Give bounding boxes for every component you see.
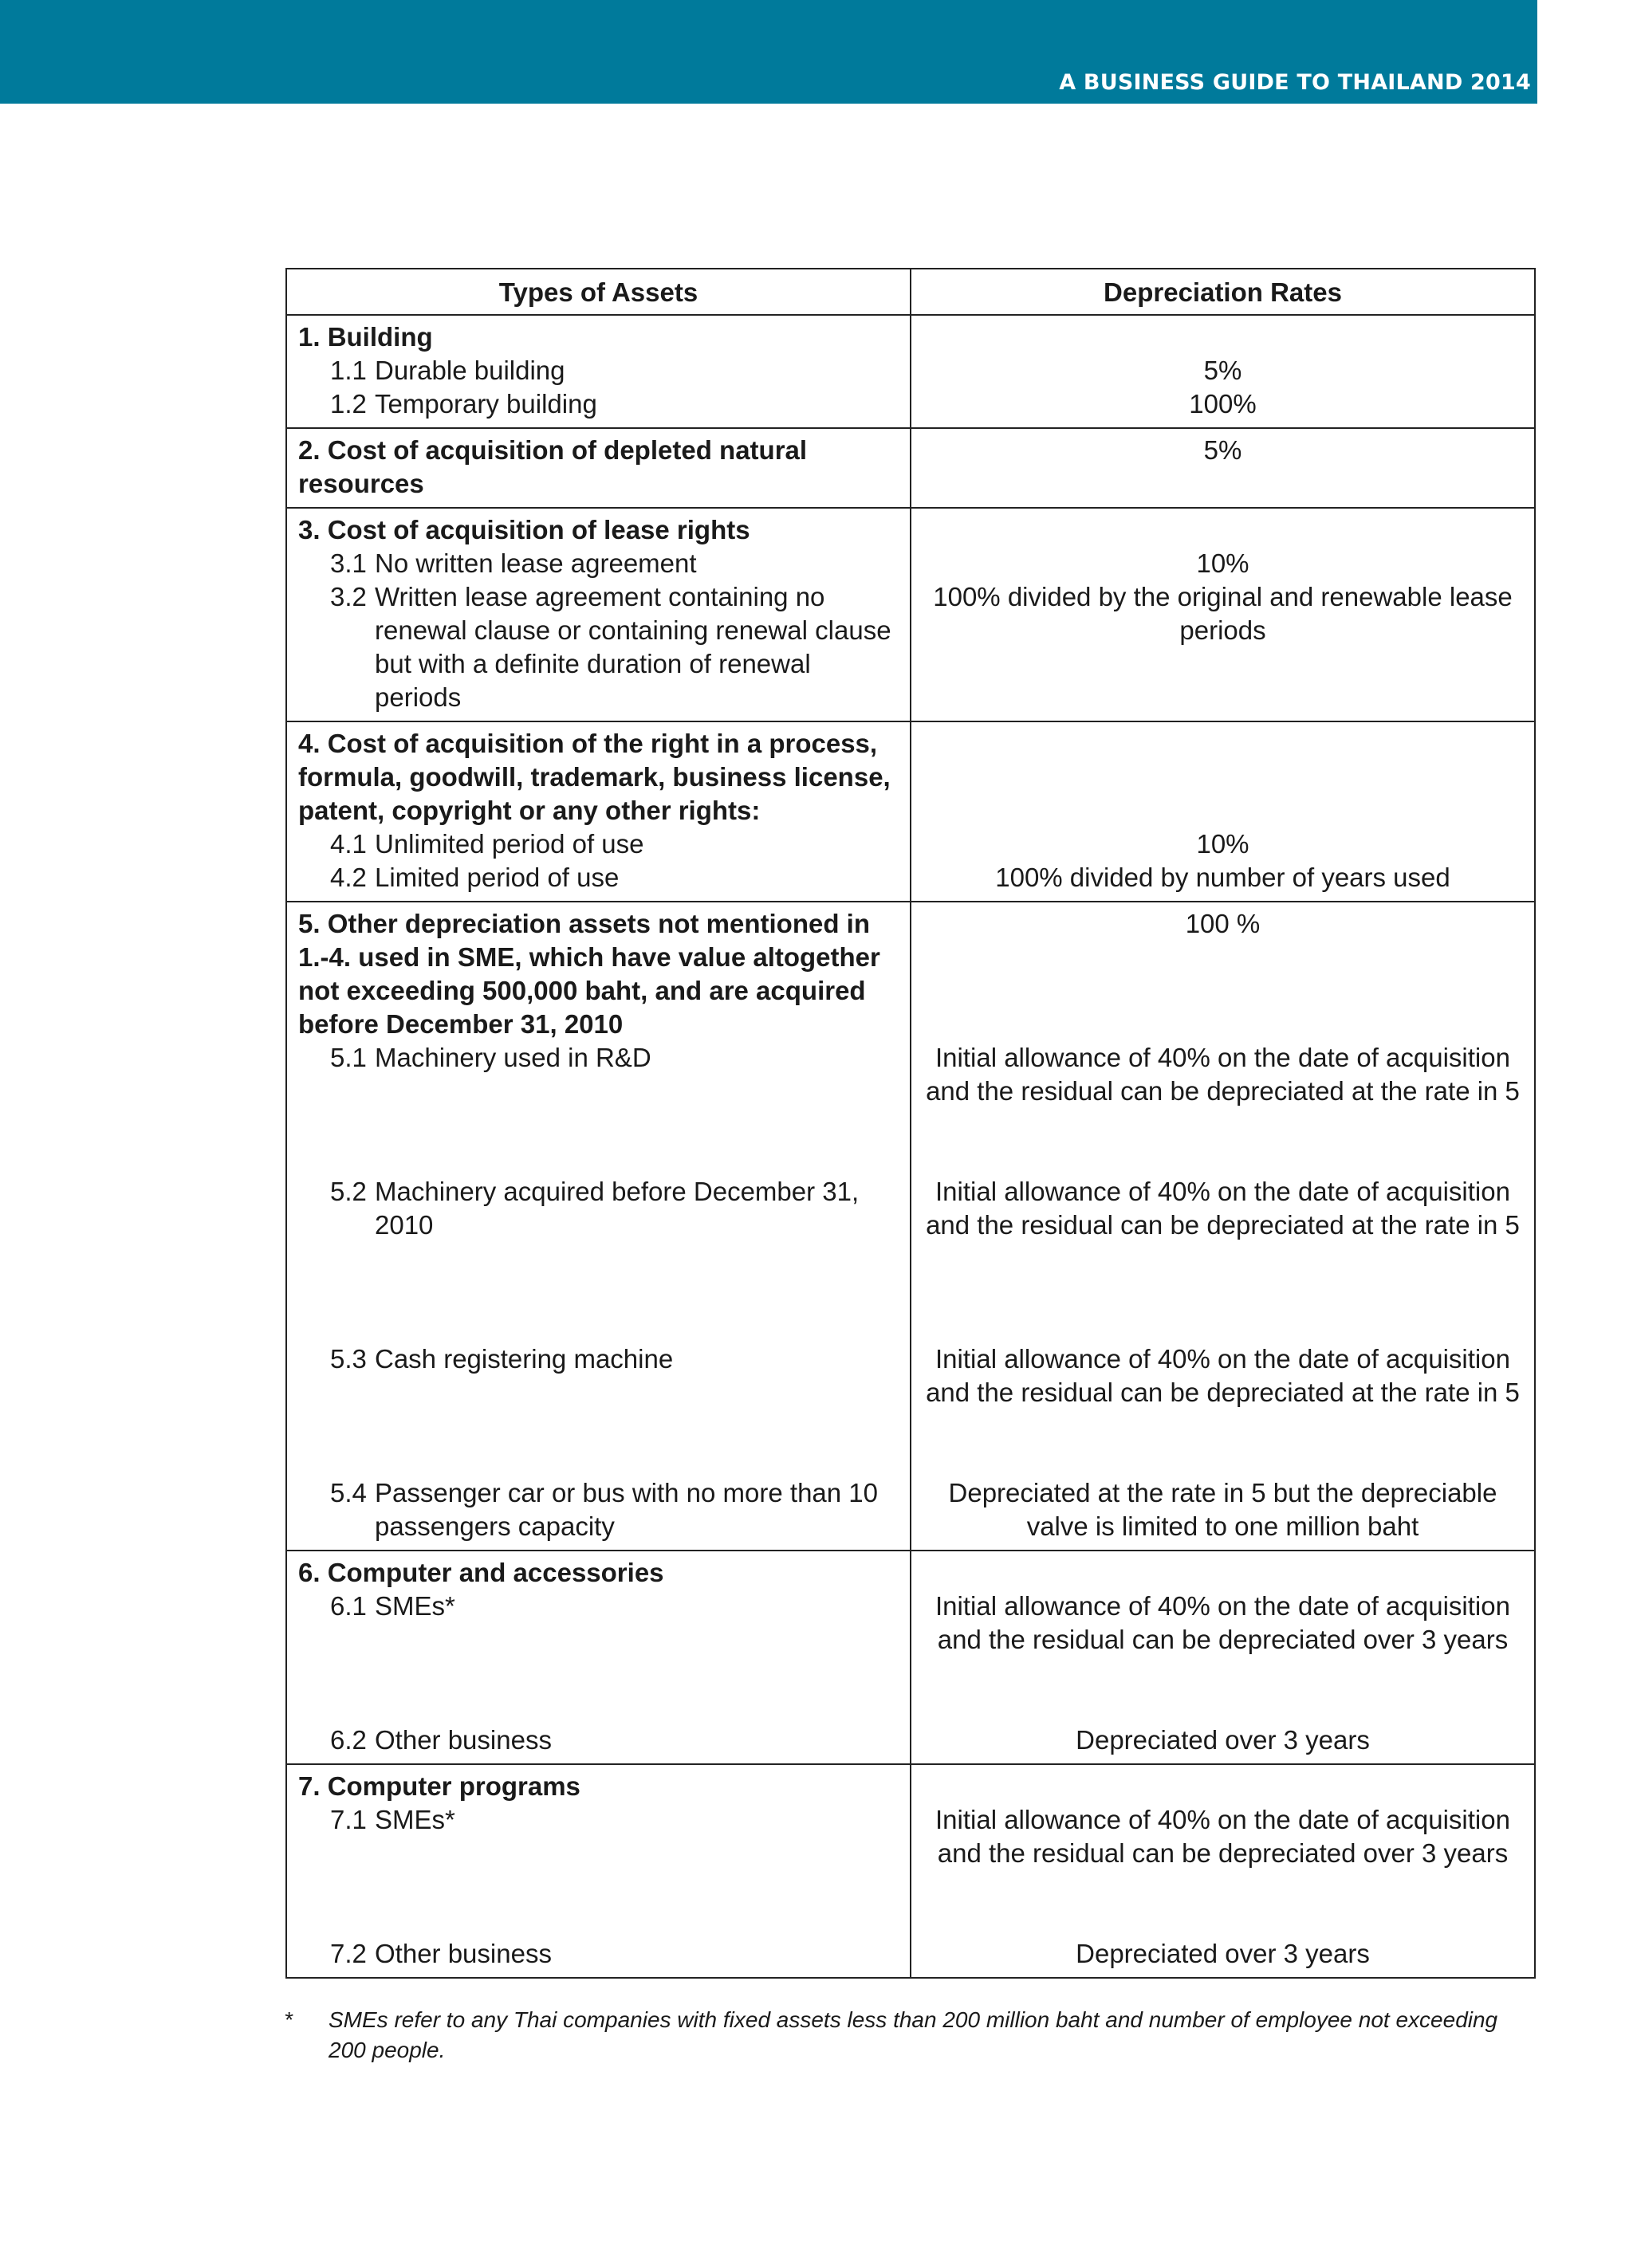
- rate-cell: [911, 721, 1535, 902]
- asset-cell: [286, 508, 911, 721]
- sub-text: Passenger car or bus with no more than 10 passengers capacity: [375, 1478, 879, 1541]
- row-title: resources: [298, 469, 424, 498]
- table-row: [286, 315, 1535, 428]
- sub-text: Machinery acquired before December 31, 2010: [375, 1177, 860, 1240]
- rate-value: Depreciated at the rate in 5 but the depreciable valve is limited to one million baht: [948, 1478, 1497, 1541]
- row-title: 6. Computer and accessories: [298, 1558, 664, 1587]
- sub-number: 6.1: [330, 1591, 367, 1621]
- rate-cell: [911, 902, 1535, 1551]
- table-row: [286, 428, 1535, 508]
- rate-cell: [911, 508, 1535, 721]
- footnote-mark: *: [284, 2007, 293, 2032]
- sub-number: 6.2: [330, 1725, 367, 1755]
- sub-number: 4.2: [330, 863, 367, 892]
- row-title: 4. Cost of acquisition of the right in a process, formula, goodwill, trademark, business license, patent, copyright or any other rights:: [298, 729, 891, 825]
- sub-text: Temporary building: [375, 389, 597, 419]
- rate-cell: [911, 428, 1535, 508]
- sub-number: 7.2: [330, 1939, 367, 1968]
- row-title: 3. Cost of acquisition of lease rights: [298, 515, 750, 544]
- rate-value: 100%: [1189, 389, 1257, 419]
- row-title: 5. Other depreciation assets not mentioned in 1.-4. used in SME, which have value altogether not exceeding 500,000 baht, and are acquired before December 31, 2010: [298, 909, 880, 1039]
- row-title: 7. Computer programs: [298, 1771, 580, 1801]
- rate-cell: [911, 1551, 1535, 1764]
- sub-text: Other business: [375, 1725, 552, 1755]
- rate-value: 10%: [1196, 548, 1249, 578]
- col-header-types: Types of Assets: [286, 269, 911, 315]
- sub-number: 5.1: [330, 1043, 367, 1072]
- sub-number: 1.2: [330, 389, 367, 419]
- sub-number: 3.2: [330, 582, 367, 611]
- table-row: [286, 508, 1535, 721]
- sub-text: Limited period of use: [375, 863, 620, 892]
- rate-value: 100% divided by the original and renewable lease periods: [933, 582, 1513, 645]
- table-row: [286, 1551, 1535, 1764]
- asset-cell: [286, 721, 911, 902]
- publication-title: A BUSINESS GUIDE TO THAILAND 2014: [1059, 70, 1531, 95]
- rate-value: Initial allowance of 40% on the date of acquisition and the residual can be depreciated over 3 years: [935, 1805, 1510, 1868]
- asset-cell: [286, 1764, 911, 1978]
- rate-value: 5%: [1203, 435, 1242, 465]
- col-header-rates: Depreciation Rates: [911, 269, 1535, 315]
- asset-cell: [286, 315, 911, 428]
- sub-number: 7.1: [330, 1805, 367, 1834]
- rate-cell: [911, 1764, 1535, 1978]
- rate-value: Initial allowance of 40% on the date of acquisition and the residual can be depreciated over 3 years: [935, 1591, 1510, 1654]
- sub-text: Cash registering machine: [375, 1344, 674, 1374]
- footnote-text: SMEs refer to any Thai companies with fixed assets less than 200 million baht and number of employee not exceeding 200 people.: [329, 2007, 1498, 2062]
- table-row: [286, 902, 1535, 1551]
- rate-value: Initial allowance of 40% on the date of acquisition and the residual can be depreciated at the rate in 5: [926, 1043, 1520, 1106]
- depreciation-table: [285, 268, 1536, 1979]
- table-header-row: [286, 269, 1535, 315]
- sub-text: SMEs*: [375, 1805, 455, 1834]
- rate-value: Depreciated over 3 years: [1076, 1725, 1370, 1755]
- rate-value: Depreciated over 3 years: [1076, 1939, 1370, 1968]
- sub-text: Machinery used in R&D: [375, 1043, 651, 1072]
- sub-text: Durable building: [375, 356, 565, 385]
- sub-number: 5.2: [330, 1177, 367, 1206]
- rate-cell: [911, 315, 1535, 428]
- asset-cell: [286, 902, 911, 1551]
- sub-number: 3.1: [330, 548, 367, 578]
- sub-text: Other business: [375, 1939, 552, 1968]
- sub-number: 5.3: [330, 1344, 367, 1374]
- rate-value: 100% divided by number of years used: [995, 863, 1450, 892]
- page-number: 25: [1550, 41, 1617, 96]
- sub-text: Unlimited period of use: [375, 829, 644, 859]
- sub-number: 4.1: [330, 829, 367, 859]
- rate-value: 5%: [1203, 356, 1242, 385]
- sub-number: 1.1: [330, 356, 367, 385]
- sub-text: Written lease agreement containing no renewal clause or containing renewal clause but with a definite duration of renewal periods: [375, 582, 891, 712]
- sub-number: 5.4: [330, 1478, 367, 1507]
- asset-cell: [286, 428, 911, 508]
- row-title: 2. Cost of acquisition of depleted natural: [298, 435, 808, 465]
- rate-value: 100 %: [1185, 909, 1261, 938]
- sub-text: SMEs*: [375, 1591, 455, 1621]
- row-title: 1. Building: [298, 322, 433, 352]
- rate-value: Initial allowance of 40% on the date of acquisition and the residual can be depreciated at the rate in 5: [926, 1177, 1520, 1240]
- table-row: [286, 721, 1535, 902]
- sub-text: No written lease agreement: [375, 548, 697, 578]
- footnote: [284, 2005, 1536, 2066]
- table-row: [286, 1764, 1535, 1978]
- asset-cell: [286, 1551, 911, 1764]
- rate-value: Initial allowance of 40% on the date of acquisition and the residual can be depreciated at the rate in 5: [926, 1344, 1520, 1407]
- rate-value: 10%: [1196, 829, 1249, 859]
